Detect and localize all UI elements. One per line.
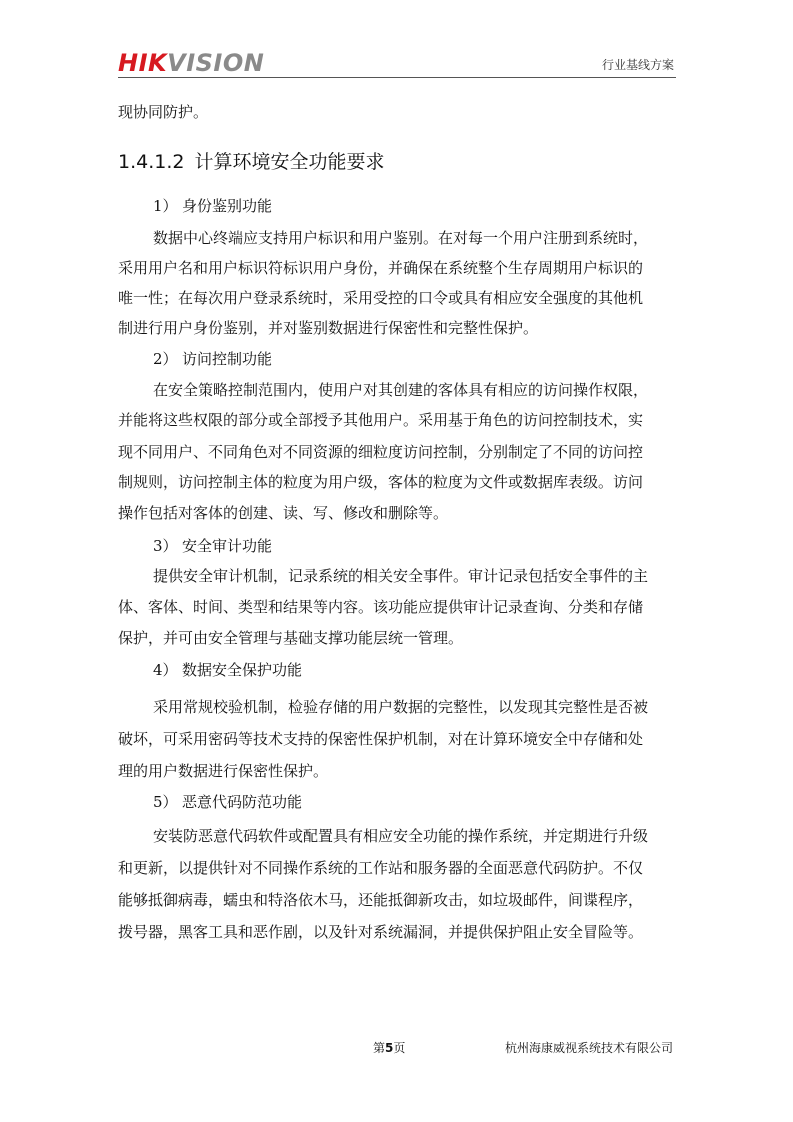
logo-red-part: HIK [118, 49, 168, 77]
paragraph-line: 操作包括对客体的创建、读、写、修改和删除等。 [118, 504, 449, 522]
item-heading-1 [153, 196, 272, 216]
paragraph-line: 和更新，以提供针对不同操作系统的工作站和服务器的全面恶意代码防护。不仅 [118, 859, 644, 877]
paragraph-line: 制规则，访问控制主体的粒度为用户级，客体的粒度为文件或数据库表级。访问 [118, 473, 644, 491]
item-heading-3 [153, 536, 272, 556]
paragraph-line: 安装防恶意代码软件或配置具有相应安全功能的操作系统，并定期进行升级 [153, 827, 649, 845]
item-number: 5） [153, 793, 178, 811]
item-number: 2） [153, 350, 178, 368]
item-number: 1） [153, 197, 178, 215]
paragraph-line: 拨号器，黑客工具和恶作剧，以及针对系统漏洞，并提供保护阻止安全冒险等。 [118, 923, 644, 941]
item-number: 3） [153, 537, 178, 555]
header-doc-title: 行业基线方案 [601, 58, 674, 72]
page-number-value: 5 [385, 1041, 394, 1055]
paragraph-line: 数据中心终端应支持用户标识和用户鉴别。在对每一个用户注册到系统时， [153, 229, 649, 247]
paragraph-line: 破坏，可采用密码等技术支持的保密性保护机制，对在计算环境安全中存储和处 [118, 730, 644, 748]
item-title: 访问控制功能 [182, 350, 273, 368]
paragraph-line: 现不同用户、不同角色对不同资源的细粒度访问控制，分别制定了不同的访问控 [118, 443, 644, 461]
logo-grey-part: VISION [167, 49, 265, 77]
paragraph-line: 并能将这些权限的部分或全部授予其他用户。采用基于角色的访问控制技术，实 [118, 411, 644, 429]
header-rule [118, 77, 676, 78]
paragraph-line: 能够抵御病毒，蠕虫和特洛依木马，还能抵御新攻击，如垃圾邮件，间谍程序， [118, 891, 644, 909]
paragraph-line: 唯一性；在每次用户登录系统时，采用受控的口令或具有相应安全强度的其他机 [118, 289, 644, 307]
paragraph-line: 采用用户名和用户标识符标识用户身份，并确保在系统整个生存周期用户标识的 [118, 259, 644, 277]
paragraph-line: 在安全策略控制范围内，使用户对其创建的客体具有相应的访问操作权限， [153, 381, 649, 399]
section-heading [118, 150, 385, 174]
paragraph-line: 采用常规校验机制，检验存储的用户数据的完整性，以发现其完整性是否被 [153, 698, 649, 716]
item-heading-2 [153, 349, 272, 369]
paragraph-line: 体、客体、时间、类型和结果等内容。该功能应提供审计记录查询、分类和存储 [118, 598, 644, 616]
intro-text: 现协同防护。 [118, 103, 209, 121]
paragraph-line: 保护，并可由安全管理与基础支撑功能层统一管理。 [118, 629, 464, 647]
page-suffix: 页 [393, 1041, 406, 1055]
item-title: 安全审计功能 [182, 537, 273, 555]
footer-company: 杭州海康威视系统技术有限公司 [504, 1041, 673, 1055]
item-heading-4 [153, 660, 302, 680]
section-number: 1.4.1.2 [118, 151, 185, 173]
item-title: 数据安全保护功能 [182, 661, 303, 679]
item-title: 身份鉴别功能 [182, 197, 273, 215]
item-title: 恶意代码防范功能 [182, 793, 303, 811]
paragraph-line: 理的用户数据进行保密性保护。 [118, 762, 329, 780]
item-heading-5 [153, 792, 302, 812]
paragraph-line: 提供安全审计机制，记录系统的相关安全事件。审计记录包括安全事件的主 [153, 567, 649, 585]
paragraph-line: 制进行用户身份鉴别，并对鉴别数据进行保密性和完整性保护。 [118, 319, 539, 337]
hikvision-logo [118, 50, 264, 76]
item-number: 4） [153, 661, 178, 679]
page-header [118, 50, 676, 80]
section-title: 计算环境安全功能要求 [194, 151, 385, 173]
page-prefix: 第 [373, 1041, 386, 1055]
page-number [373, 1040, 405, 1056]
